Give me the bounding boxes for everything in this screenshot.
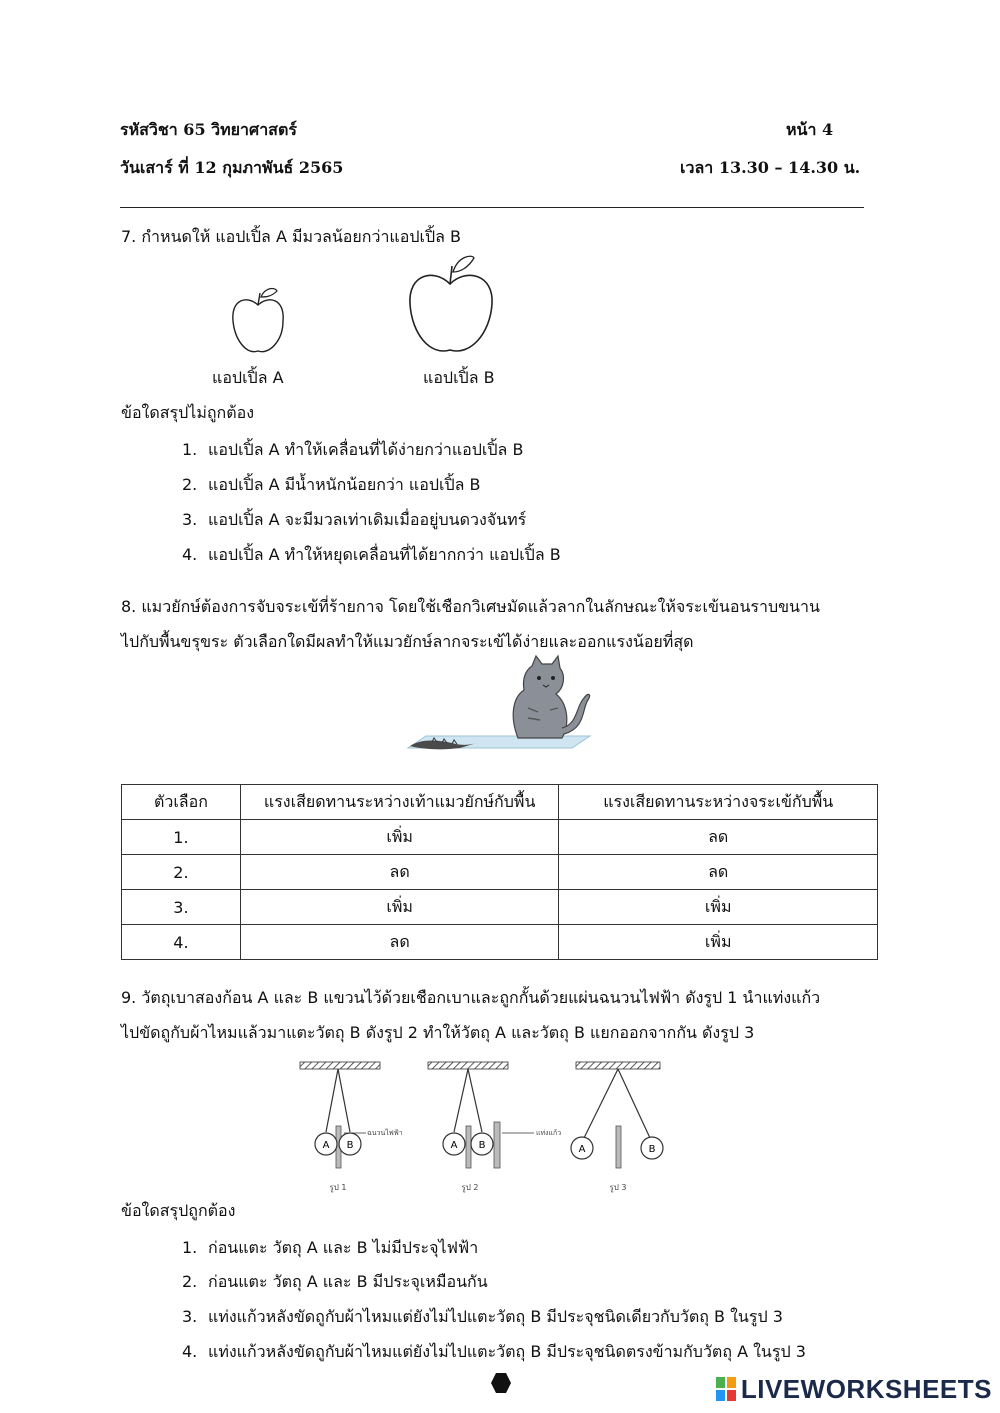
ball-b-label: B (648, 1144, 656, 1155)
option-number: 2. (182, 1272, 198, 1291)
figure-1-caption: รูป 1 (329, 1183, 347, 1192)
subject-code: รหัสวิชา 65 วิทยาศาสตร์ (120, 120, 297, 139)
option-number: 3. (182, 1307, 198, 1326)
glass-rod-label: แท่งแก้ว (536, 1129, 562, 1137)
electrostatic-diagram (296, 1056, 680, 1198)
table-cell: เพิ่ม (240, 820, 559, 855)
option-text: ก่อนแตะ วัตถุ A และ B มีประจุเหมือนกัน (208, 1272, 488, 1291)
table-cell: 3. (122, 890, 241, 925)
apple-b-illustration (404, 252, 496, 362)
apple-b-label: แอปเปิ้ล B (423, 368, 495, 387)
q9-option-2[interactable] (182, 1270, 488, 1295)
friction-options-table (121, 784, 878, 960)
q9-option-3[interactable] (182, 1305, 783, 1330)
exam-time: เวลา 13.30 – 14.30 น. (680, 158, 861, 177)
table-cell: เพิ่ม (559, 925, 878, 960)
question-9-line-2: ไปขัดถูกับผ้าไหมแล้วมาแตะวัตถุ B ดังรูป 2 ทำให้วัตถุ A และวัตถุ B แยกออกจากกัน ดังรูป 3 (121, 1023, 755, 1042)
table-row[interactable] (122, 890, 878, 925)
question-9-line-1: 9. วัตถุเบาสองก้อน A และ B แขวนไว้ด้วยเชือกเบาและถูกกั้นด้วยแผ่นฉนวนไฟฟ้า ดังรูป 1 นำแท่งแก้ว (121, 988, 821, 1007)
option-number: 4. (182, 545, 198, 564)
table-cell: เพิ่ม (559, 890, 878, 925)
header-divider (120, 207, 864, 208)
q7-option-2[interactable] (182, 473, 481, 498)
page-marker-icon (490, 1372, 512, 1394)
option-text: แท่งแก้วหลังขัดถูกับผ้าไหมแต่ยังไม่ไปแตะวัตถุ B มีประจุชนิดเดียวกับวัตถุ B ในรูป 3 (208, 1307, 783, 1326)
table-cell: ลด (240, 855, 559, 890)
page-number: หน้า 4 (786, 120, 834, 139)
ball-a-label: A (322, 1140, 330, 1151)
figure-2 (428, 1062, 561, 1193)
option-text: แอปเปิ้ล A ทำให้เคลื่อนที่ได้ง่ายกว่าแอปเปิ้ล B (208, 440, 524, 459)
option-number: 1. (182, 440, 198, 459)
option-number: 2. (182, 475, 198, 494)
table-row[interactable] (122, 925, 878, 960)
figure-3-caption: รูป 3 (609, 1183, 627, 1192)
option-text: แอปเปิ้ล A ทำให้หยุดเคลื่อนที่ได้ยากกว่า แอปเปิ้ล B (208, 545, 561, 564)
apple-a-label: แอปเปิ้ล A (212, 368, 284, 387)
question-7-prompt: ข้อใดสรุปไม่ถูกต้อง (121, 403, 255, 422)
table-cell: เพิ่ม (240, 890, 559, 925)
table-cell: ลด (559, 855, 878, 890)
liveworksheets-badge-icon (715, 1376, 737, 1402)
ball-a-label: A (578, 1144, 586, 1155)
table-cell: ลด (240, 925, 559, 960)
q9-option-1[interactable] (182, 1236, 478, 1261)
option-number: 3. (182, 510, 198, 529)
ball-a-label: A (450, 1140, 458, 1151)
question-8-line-2: ไปกับพื้นขรุขระ ตัวเลือกใดมีผลทำให้แมวยักษ์ลากจระเข้ได้ง่ายและออกแรงน้อยที่สุด (121, 632, 694, 651)
liveworksheets-logo[interactable] (715, 1374, 992, 1405)
question-8-line-1: 8. แมวยักษ์ต้องการจับจระเข้ที่ร้ายกาจ โดยใช้เชือกวิเศษมัดแล้วลากในลักษณะให้จระเข้นอนราบขนาน (121, 597, 820, 616)
table-cell: 1. (122, 820, 241, 855)
table-header-row (122, 785, 878, 820)
figure-1 (300, 1062, 403, 1193)
option-number: 4. (182, 1342, 198, 1361)
option-text: ก่อนแตะ วัตถุ A และ B ไม่มีประจุไฟฟ้า (208, 1238, 479, 1257)
option-text: แอปเปิ้ล A มีน้ำหนักน้อยกว่า แอปเปิ้ล B (208, 475, 481, 494)
column-header-croc-friction: แรงเสียดทานระหว่างจระเข้กับพื้น (559, 785, 878, 820)
liveworksheets-wordmark: LIVEWORKSHEETS (740, 1374, 992, 1404)
column-header-cat-friction: แรงเสียดทานระหว่างเท้าแมวยักษ์กับพื้น (240, 785, 559, 820)
table-row[interactable] (122, 855, 878, 890)
column-header-option: ตัวเลือก (122, 785, 241, 820)
cat-crocodile-illustration (400, 648, 600, 760)
option-number: 1. (182, 1238, 198, 1257)
q9-option-4[interactable] (182, 1340, 806, 1365)
exam-date: วันเสาร์ ที่ 12 กุมภาพันธ์ 2565 (120, 158, 344, 177)
option-text: แอปเปิ้ล A จะมีมวลเท่าเดิมเมื่ออยู่บนดวงจันทร์ (208, 510, 527, 529)
ball-b-label: B (478, 1140, 486, 1151)
q7-option-1[interactable] (182, 438, 523, 463)
ball-b-label: B (346, 1140, 354, 1151)
table-row[interactable] (122, 820, 878, 855)
option-text: แท่งแก้วหลังขัดถูกับผ้าไหมแต่ยังไม่ไปแตะวัตถุ B มีประจุชนิดตรงข้ามกับวัตถุ A ในรูป 3 (208, 1342, 806, 1361)
table-cell: 2. (122, 855, 241, 890)
insulator-label: ฉนวนไฟฟ้า (367, 1129, 403, 1137)
question-7-text: 7. กำหนดให้ แอปเปิ้ล A มีมวลน้อยกว่าแอปเปิ้ล B (121, 227, 461, 246)
figure-2-caption: รูป 2 (461, 1183, 479, 1192)
q7-option-4[interactable] (182, 543, 561, 568)
question-9-prompt: ข้อใดสรุปถูกต้อง (121, 1201, 236, 1220)
q7-option-3[interactable] (182, 508, 526, 533)
apple-a-illustration (225, 285, 291, 363)
table-cell: 4. (122, 925, 241, 960)
table-cell: ลด (559, 820, 878, 855)
figure-3 (571, 1062, 663, 1193)
